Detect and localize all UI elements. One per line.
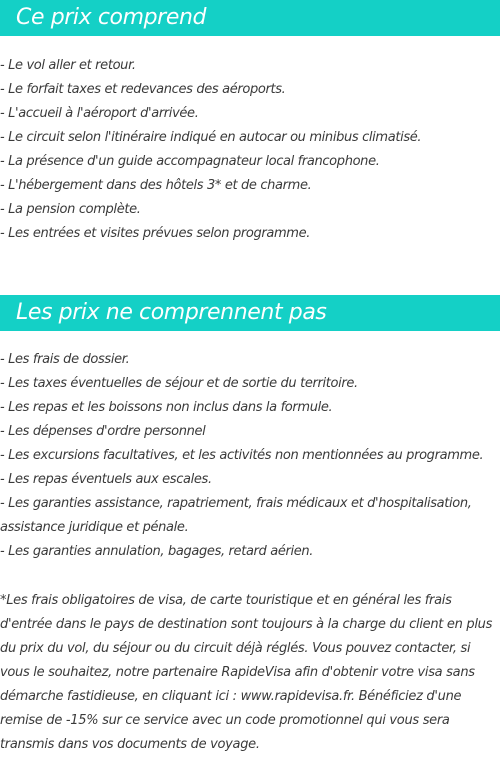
included-item-airport-taxes: - Le forfait taxes et redevances des aéroports. (0, 82, 286, 97)
excluded-item-cancellation-insurance: - Les garanties annulation, bagages, retard aérien. (0, 544, 314, 559)
excluded-item-optional-excursions: - Les excursions facultatives, et les activités non mentionnées au programme. (0, 448, 484, 463)
excluded-item-assistance-insurance: - Les garanties assistance, rapatriement, frais médicaux et d'hospitalisation, assistance juridique et pénale. (0, 496, 472, 535)
excluded-item-personal-expenses: - Les dépenses d'ordre personnel (0, 424, 206, 439)
included-item-airport-welcome: - L'accueil à l'aéroport d'arrivée. (0, 106, 199, 121)
included-item-circuit: - Le circuit selon l'itinéraire indiqué en autocar ou minibus climatisé. (0, 130, 422, 145)
excluded-item-stopover-meals: - Les repas éventuels aux escales. (0, 472, 212, 487)
included-item-visits: - Les entrées et visites prévues selon programme. (0, 226, 311, 241)
visa-note: *Les frais obligatoires de visa, de carte touristique et en général les frais d'entrée dans le pays de destination sont toujours à la charge du client en plus du prix du vol, du séjour ou du circuit déjà réglés. Vous pouvez contacter, si vous le souhaitez, notre partenaire RapideVisa afin d'obtenir votre visa sans démarche fastidieuse, en cliquant ici : www.rapidevisa.fr. Bénéficiez d'une remise de -15% sur ce service avec un code promotionnel qui vous sera transmis dans vos documents de voyage. (0, 593, 493, 752)
included-section-title: Ce prix comprend (0, 0, 500, 36)
included-item-flight: - Le vol aller et retour. (0, 58, 136, 73)
excluded-items-list (0, 348, 500, 564)
included-item-full-board: - La pension complète. (0, 202, 141, 217)
excluded-section-title: Les prix ne comprennent pas (0, 295, 500, 331)
excluded-item-meals: - Les repas et les boissons non inclus dans la formule. (0, 400, 333, 415)
included-item-guide: - La présence d'un guide accompagnateur local francophone. (0, 154, 380, 169)
included-items-list (0, 54, 500, 246)
included-item-hotels: - L'hébergement dans des hôtels 3* et de charme. (0, 178, 312, 193)
excluded-item-stay-taxes: - Les taxes éventuelles de séjour et de sortie du territoire. (0, 376, 358, 391)
excluded-item-file-fees: - Les frais de dossier. (0, 352, 130, 367)
